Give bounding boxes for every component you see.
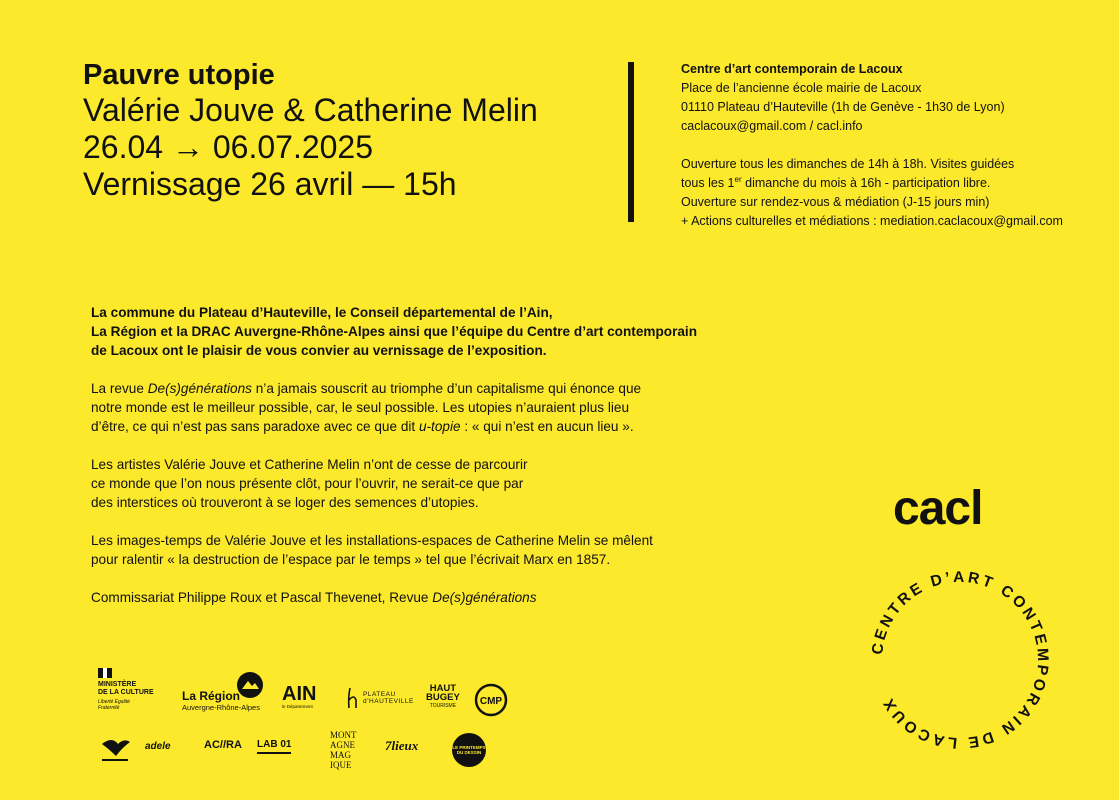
exhibition-artists: Valérie Jouve & Catherine Melin bbox=[83, 92, 538, 128]
paragraph-artists: Les artistes Valérie Jouve et Catherine Melin n’ont de cesse de parcourir ce monde que l’on nous présente clôt, pour l’ouvrir, ne serait-ce que par des interstices où trouveront à se loger des semences d’utopies. bbox=[91, 457, 528, 510]
7lieux-logo: 7lieux bbox=[385, 738, 419, 753]
acra-logo: AC//RA bbox=[204, 739, 242, 751]
montagne-magique-logo: MONT AGNE MAG IQUE bbox=[330, 730, 357, 770]
exhibition-opening: Vernissage 26 avril — 15h bbox=[83, 166, 457, 202]
paragraph-curators: Commissariat Philippe Roux et Pascal Thevenet, Revue De(s)générations bbox=[91, 590, 537, 605]
printemps-du-dessin-logo: LE PRINTEMPS DU DESSIN bbox=[452, 733, 486, 767]
exhibition-title: Pauvre utopie bbox=[83, 59, 275, 91]
bird-logo-icon bbox=[98, 734, 134, 764]
ring-text: CENTRE D’ART CONTEMPORAIN DE LACOUX bbox=[868, 568, 1052, 752]
intro-paragraph: La commune du Plateau d’Hauteville, le Conseil départemental de l’Ain, La Région et la DRAC Auvergne-Rhône-Alpes ainsi que l’équipe du Centre d’art contemporain de Lacoux ont le plaisir de vous convier au vernissage de l’exposition. bbox=[91, 305, 698, 358]
venue-address-line2: 01110 Plateau d’Hauteville (1h de Genève - 1h30 de Lyon) bbox=[681, 100, 1005, 114]
svg-text:CMP: CMP bbox=[479, 696, 503, 707]
mediation-contact: + Actions culturelles et médiations : mediation.caclacoux@gmail.com bbox=[681, 214, 1063, 228]
venue-info bbox=[681, 60, 1111, 231]
exhibition-dates: 26.04 → 06.07.2025 bbox=[83, 129, 374, 165]
haut-bugey-tourisme-logo: HAUT BUGEY TOURISME bbox=[426, 683, 460, 709]
opening-hours-line2: tous les 1er dimanche du mois à 16h - participation libre. bbox=[681, 174, 991, 190]
vertical-divider bbox=[628, 62, 634, 222]
region-mountain-icon bbox=[236, 671, 264, 699]
cacl-ring-logo bbox=[860, 560, 1060, 760]
exhibition-header bbox=[83, 58, 623, 203]
plateau-hauteville-logo: PLATEAU d’HAUTEVILLE bbox=[346, 686, 414, 710]
paragraph-images: Les images-temps de Valérie Jouve et les installations-espaces de Catherine Melin se mêlent pour ralentir « la destruction de l’espace par le temps » tel que l’écrivait Marx en 1857. bbox=[91, 533, 653, 567]
svg-text:CENTRE D’ART CONTEMPORAIN DE L bbox=[869, 569, 1051, 751]
paragraph-revue: La revue De(s)générations n’a jamais souscrit au triomphe d’un capitalisme qui énonce que notre monde est le meilleur possible, car, le seul possible. Les utopies n’auraient plus lieu d’être, ce qui n’est pas sans paradoxe avec ce que dit u-topie : « qui n’est en aucun lieu ». bbox=[91, 381, 642, 434]
invitation-text bbox=[91, 303, 771, 626]
opening-hours-line3: Ouverture sur rendez-vous & médiation (J-15 jours min) bbox=[681, 195, 990, 209]
ministere-culture-logo: MINISTÈRE DE LA CULTURE Liberté Égalité Fraternité bbox=[98, 668, 168, 711]
venue-name: Centre d’art contemporain de Lacoux bbox=[681, 62, 903, 76]
cmp-logo bbox=[474, 683, 510, 724]
ain-departement-logo: AIN le Département bbox=[282, 683, 317, 709]
cacl-logo-word: cacl bbox=[893, 482, 983, 535]
region-aura-logo: La Région Auvergne-Rhône-Alpes bbox=[182, 676, 272, 712]
plateau-h-icon bbox=[346, 686, 360, 710]
lab01-logo: LAB 01 bbox=[257, 739, 291, 754]
adele-logo: adele bbox=[145, 741, 171, 752]
opening-hours-line1: Ouverture tous les dimanches de 14h à 18h. Visites guidées bbox=[681, 157, 1015, 171]
venue-contact-link[interactable]: caclacoux@gmail.com / cacl.info bbox=[681, 119, 863, 133]
venue-address-line1: Place de l’ancienne école mairie de Lacoux bbox=[681, 81, 922, 95]
